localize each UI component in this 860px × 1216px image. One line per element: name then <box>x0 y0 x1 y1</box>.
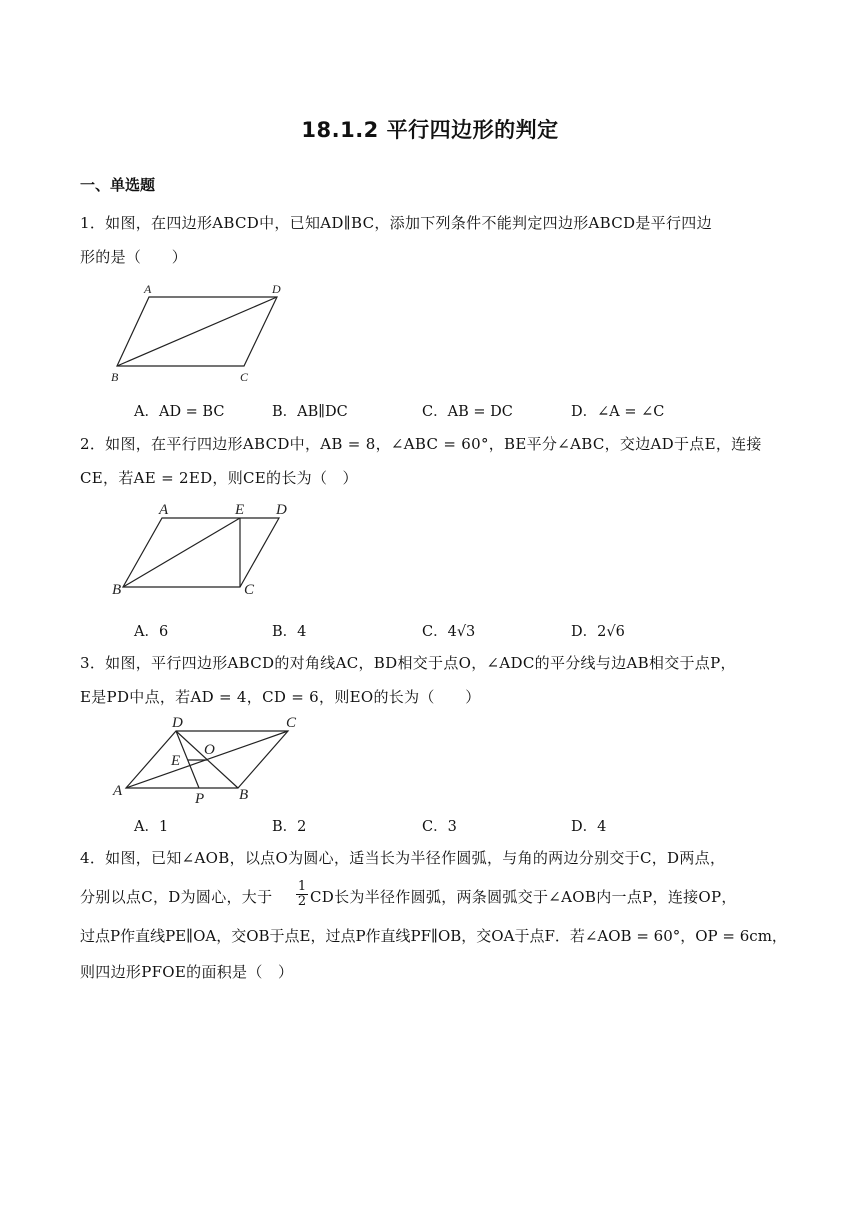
q2-label-e: E <box>235 502 245 518</box>
q3-segment-dp <box>176 731 199 788</box>
q3-label-b: B <box>239 787 249 803</box>
page-title: 18.1.2 平行四边形的判定 <box>301 118 559 142</box>
q3-line-2: E是PD中点，若AD = 4，CD = 6，则EO的长为（ ） <box>80 688 481 706</box>
q1-option-c: C．AB = DC <box>422 404 513 420</box>
q1-diagonal-bd <box>117 297 277 366</box>
q1-option-d: D．∠A = ∠C <box>571 404 665 420</box>
q3-label-e: E <box>171 753 181 769</box>
q3-line-1: 3．如图，平行四边形ABCD的对角线AC，BD相交于点O，∠ADC的平分线与边AB相交于点P， <box>80 654 736 672</box>
q2-line-2: CE，若AE = 2ED，则CE的长为（ ） <box>80 469 358 487</box>
q2-segment-be <box>123 518 240 587</box>
q3-label-o: O <box>204 742 215 758</box>
q2-option-a: A．6 <box>134 624 169 640</box>
q3-label-c: C <box>286 715 297 731</box>
q4-fraction-numerator: 1 <box>297 879 307 894</box>
q2-option-d: D．2√6 <box>571 624 625 640</box>
q1-option-b: B．AB∥DC <box>272 404 348 420</box>
q4-line-2b: CD长为半径作圆弧，两条圆弧交于∠AOB内一点P，连接OP， <box>310 888 737 906</box>
q3-label-a: A <box>113 783 123 799</box>
q1-line-1: 1．如图，在四边形ABCD中，已知AD∥BC，添加下列条件不能判定四边形ABCD是平行四边 <box>80 214 712 232</box>
q1-label-c: C <box>240 370 249 384</box>
q2-label-b: B <box>112 582 122 598</box>
q4-line-1: 4．如图，已知∠AOB，以点O为圆心，适当长为半径作圆弧，与角的两边分别交于C，D两点， <box>80 849 726 867</box>
q2-label-a: A <box>159 502 169 518</box>
q1-label-d: D <box>272 282 281 296</box>
q4-line-3: 过点P作直线PE∥OA，交OB于点E，过点P作直线PF∥OB，交OA于点F．若∠AOB = 60°，OP = 6cm， <box>80 927 787 945</box>
section-heading: 一、单选题 <box>80 176 156 194</box>
q4-line-4: 则四边形PFOE的面积是（ ） <box>80 963 294 981</box>
q2-option-c: C．4√3 <box>422 624 476 640</box>
q1-option-a: A．AD = BC <box>134 404 225 420</box>
q1-line-2: 形的是（ ） <box>80 248 188 266</box>
q3-label-d: D <box>172 715 183 731</box>
q3-option-d: D．4 <box>571 819 607 835</box>
q3-option-b: B．2 <box>272 819 307 835</box>
q3-diagonal-bd <box>176 731 238 788</box>
q2-label-d: D <box>276 502 287 518</box>
q2-label-c: C <box>244 582 255 598</box>
q3-parallelogram <box>126 731 288 788</box>
q3-label-p: P <box>195 791 205 807</box>
q1-label-a: A <box>144 282 152 296</box>
q3-diagonal-ac <box>126 731 288 788</box>
q2-parallelogram <box>123 518 279 587</box>
q2-line-1: 2．如图，在平行四边形ABCD中，AB = 8，∠ABC = 60°，BE平分∠ABC，交边AD于点E，连接 <box>80 435 762 453</box>
q4-line-2a: 分别以点C，D为圆心，大于 <box>80 888 273 906</box>
q3-option-c: C．3 <box>422 819 457 835</box>
q1-label-b: B <box>111 370 119 384</box>
q2-option-b: B．4 <box>272 624 307 640</box>
q4-fraction <box>296 880 308 909</box>
q1-parallelogram <box>117 297 277 366</box>
q4-fraction-denominator: 2 <box>297 894 307 909</box>
q3-option-a: A．1 <box>134 819 169 835</box>
